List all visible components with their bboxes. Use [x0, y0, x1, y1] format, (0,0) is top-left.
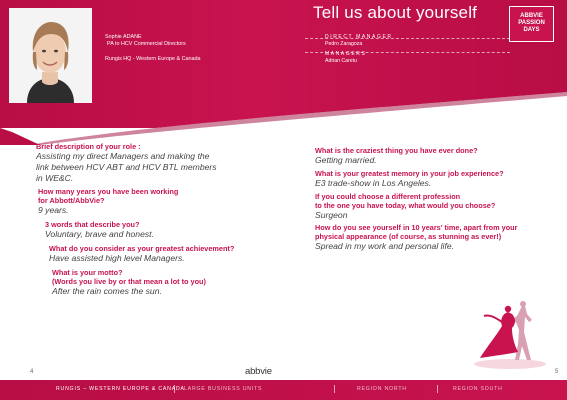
qa-role: [36, 142, 291, 183]
question: What do you consider as your greatest achievement?: [49, 243, 235, 253]
question: 3 words that describe you?: [45, 220, 140, 230]
footer-separator: [174, 385, 175, 393]
qa-years: [36, 187, 291, 216]
direct-manager-name: Pedro Zaragoza: [325, 40, 363, 47]
qa-three-words: [36, 220, 291, 240]
qa-achievement: [36, 244, 291, 264]
answer: Voluntary, brave and honest.: [45, 229, 154, 240]
dancing-couple-icon: [472, 300, 554, 370]
qa-ten-years: [315, 223, 560, 252]
manager-info: [325, 34, 393, 64]
answer: Have assisted high level Managers.: [49, 252, 185, 263]
page-title: Tell us about yourself: [313, 3, 478, 22]
question: What is your motto? (Words you live by or that mean a lot to you): [52, 267, 206, 286]
person-name: Sophie ADANE: [105, 34, 142, 40]
qa-motto: [36, 268, 291, 297]
qa-profession: [315, 192, 560, 221]
event-badge: [509, 6, 554, 42]
managers-name: Adrian Caretu: [325, 57, 358, 64]
footer-section-region-north[interactable]: REGION NORTH: [357, 386, 407, 392]
badge-line-3: DAYS: [523, 27, 540, 34]
question: How do you see yourself in 10 years' time, apart from your physical appearance (of course, as stunning as ever!): [315, 223, 518, 242]
footer-section-large-business-units[interactable]: LARGE BUSINESS UNITS: [184, 386, 263, 392]
qa-craziest: [315, 146, 560, 166]
answer: Spread in my work and personal life.: [315, 241, 455, 252]
person-info: [105, 34, 200, 63]
left-interview-column: [36, 142, 291, 301]
footer-section-rungis[interactable]: RUNGIS – WESTERN EUROPE & CANADA: [56, 386, 185, 392]
answer: After the rain comes the sun.: [52, 285, 162, 296]
abbvie-logo: abbvie: [245, 366, 272, 377]
answer: Surgeon: [315, 209, 348, 220]
question: If you could choose a different profession to the one you have today, what would you choose?: [315, 191, 496, 210]
answer: Assisting my direct Managers and making the link between HCV ABT and HCV BTL members in WE&C.: [36, 151, 217, 183]
portrait-photo-drawing: [9, 8, 92, 103]
qa-memory: [315, 169, 560, 189]
person-location: Rungis HQ - Western Europe & Canada: [105, 56, 201, 62]
person-role: PA to HCV Commercial Directors: [107, 41, 186, 47]
question: What is your greatest memory in your job experience?: [315, 168, 504, 178]
question: Brief description of your role :: [36, 142, 141, 151]
page-number-right: 5: [555, 369, 559, 375]
badge-line-1: ABBVIE: [520, 13, 543, 19]
answer: 9 years.: [38, 205, 69, 216]
badge-line-2: PASSION: [518, 20, 545, 27]
page-number-left: 4: [30, 369, 34, 375]
direct-manager-label: DIRECT MANAGER: [325, 34, 393, 40]
right-interview-column: [315, 146, 560, 255]
portrait-photo: [9, 8, 92, 103]
footer-separator: [334, 385, 335, 393]
answer: Getting married.: [315, 155, 377, 165]
footer-separator: [437, 385, 438, 393]
footer-section-region-south[interactable]: REGION SOUTH: [453, 386, 503, 392]
managers-label: MANAGERS: [325, 51, 367, 58]
question: How many years you have been working for Abbott/AbbVie?: [38, 187, 179, 206]
question: What is the craziest thing you have ever done?: [315, 146, 478, 155]
answer: E3 trade-show in Los Angeles.: [315, 177, 432, 188]
